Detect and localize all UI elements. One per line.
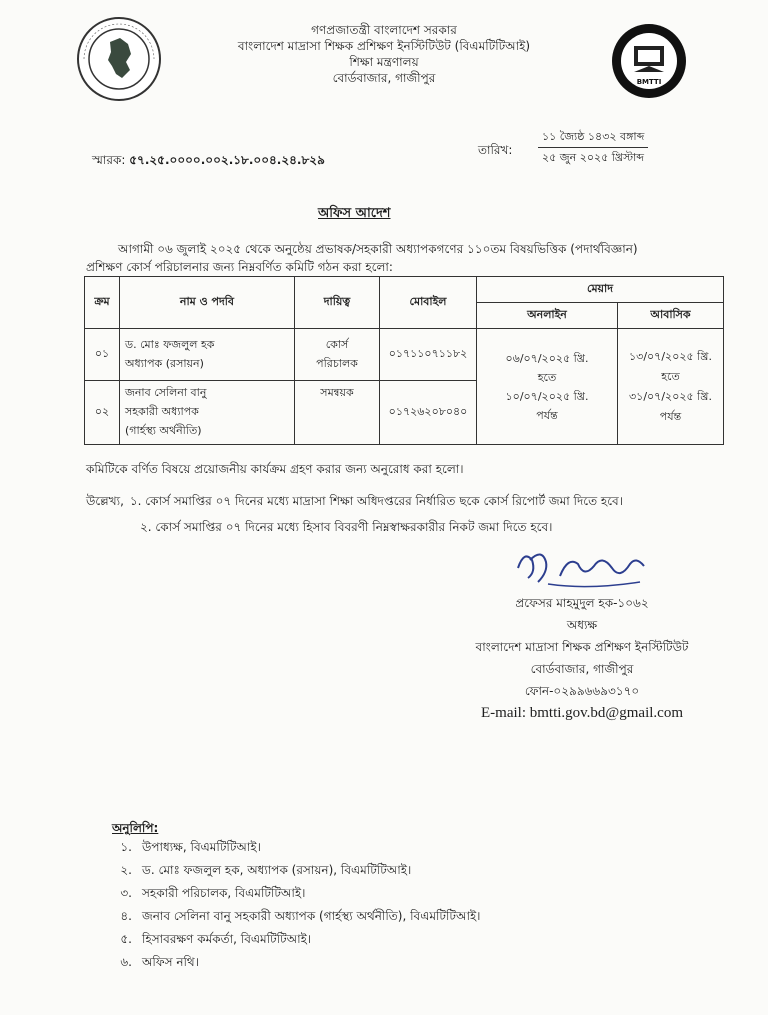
signatory-phone: ফোন-০২৯৯৬৬৯৩১৭০: [524, 684, 640, 698]
col-serial: ক্রম: [85, 277, 120, 329]
copy-text: উপাধ্যক্ষ, বিএমটিটিআই।: [142, 840, 261, 854]
row-name: ড. মোঃ ফজলুল হক: [125, 337, 215, 351]
online-from-suffix: হতে: [537, 370, 557, 384]
row-designation: অধ্যাপক (রসায়ন): [125, 356, 204, 370]
copy-text: জনাব সেলিনা বানু সহকারী অধ্যাপক (গার্হস্থ্য অর্থনীতি), বিএমটিটিআই।: [142, 909, 481, 923]
residential-duration-cell: [618, 329, 724, 445]
row-responsibility-cell: [295, 329, 380, 381]
copy-text: হিসাবরক্ষণ কর্মকর্তা, বিএমটিটিআই।: [142, 932, 312, 946]
col-name: নাম ও পদবি: [120, 277, 295, 329]
request-text: কমিটিকে বর্ণিত বিষয়ে প্রয়োজনীয় কার্যক্রম গ্রহণ করার জন্য অনুরোধ করা হলো।: [86, 462, 464, 476]
copy-text: সহকারী পরিচালক, বিএমটিটিআই।: [142, 886, 306, 900]
page-title: অফিস আদেশ: [318, 206, 391, 221]
copy-num: ২.: [120, 863, 132, 877]
online-from: ০৬/০৭/২০২৫ খ্রি.: [505, 351, 589, 365]
bmtti-logo: [610, 22, 688, 100]
ref-label: স্মারক:: [92, 153, 126, 167]
table-row: [85, 329, 724, 381]
signatory-email: E-mail: bmtti.gov.bd@gmail.com: [481, 705, 683, 721]
row-designation: সহকারী অধ্যাপক: [125, 405, 199, 418]
copies-heading: অনুলিপি:: [112, 821, 159, 835]
date-english: ২৫ জুন ২০২৫ খ্রিস্টাব্দ: [542, 151, 645, 164]
copy-num: ৬.: [120, 955, 132, 969]
date-bangla: ১১ জ্যৈষ্ঠ ১৪৩২ বঙ্গাব্দ: [538, 128, 648, 148]
bmtti-logo-icon: [610, 22, 688, 100]
online-to: ১০/০৭/২০২৫ খ্রি.: [505, 389, 589, 403]
notes-label: উল্লেখ্য,: [86, 494, 124, 508]
online-duration-cell: [477, 329, 618, 445]
list-item: [106, 951, 666, 974]
row-name: জনাব সেলিনা বানু: [125, 386, 207, 399]
header-line-1: গণপ্রজাতন্ত্রী বাংলাদেশ সরকার: [311, 23, 457, 37]
residential-from-suffix: হতে: [661, 369, 680, 383]
copy-num: ১.: [120, 840, 132, 854]
ref-value: ৫৭.২৫.০০০০.০০২.১৮.০০৪.২৪.৮২৯: [129, 153, 325, 167]
memo-reference: [92, 152, 325, 172]
residential-to: ৩১/০৭/২০২৫ খ্রি. পর্যন্ত: [629, 389, 712, 423]
copy-text: ড. মোঃ ফজলুল হক, অধ্যাপক (রসায়ন), বিএমটিটিআই।: [142, 863, 412, 877]
copy-text: অফিস নথি।: [142, 955, 199, 969]
note-item: ১. কোর্স সমাপ্তির ০৭ দিনের মধ্যে মাদ্রাসা শিক্ষা অধিদপ্তরের নির্ধারিত ছকে কোর্স রিপোর্ট জমা দিতে হবে।: [129, 494, 624, 508]
row-department: (গার্হস্থ্য অর্থনীতি): [125, 424, 202, 437]
row-name-cell: [120, 329, 295, 381]
row-mobile: ০১৭২৬২০৮০৪০: [380, 381, 477, 445]
intro-line-2: প্রশিক্ষণ কোর্স পরিচালনার জন্য নিম্নবর্ণিত কমিটি গঠন করা হলো:: [86, 260, 393, 274]
header-line-3: শিক্ষা মন্ত্রণালয়: [349, 55, 419, 69]
note-item: ২. কোর্স সমাপ্তির ০৭ দিনের মধ্যে হিসাব বিবরণী নিম্নস্বাক্ষরকারীর নিকট জমা দিতে হবে।: [140, 520, 553, 534]
bmtti-logo-text: BMTTI: [636, 78, 662, 86]
list-item: [106, 836, 666, 859]
row-responsibility: সমন্বয়ক: [295, 381, 380, 445]
committee-table: [84, 276, 724, 445]
list-item: [106, 882, 666, 905]
signature-icon: [508, 538, 658, 594]
list-item: [106, 905, 666, 928]
col-residential: আবাসিক: [618, 303, 724, 329]
col-mobile: মোবাইল: [380, 277, 477, 329]
row-responsibility-2: পরিচালক: [316, 356, 358, 370]
row-responsibility: কোর্স: [325, 337, 349, 351]
document-header: [150, 22, 618, 86]
row-mobile: ০১৭১১০৭১১৮২: [380, 329, 477, 381]
signatory-name: প্রফেসর মাহমুদুল হক-১০৬২: [515, 596, 649, 610]
copies-list: [106, 836, 666, 974]
header-line-2: বাংলাদেশ মাদ্রাসা শিক্ষক প্রশিক্ষণ ইনস্টিটিউট (বিএমটিটিআই): [237, 39, 531, 53]
signatory-address: বোর্ডবাজার, গাজীপুর: [530, 662, 634, 676]
copy-num: ৫.: [120, 932, 132, 946]
col-responsibility: দায়িত্ব: [295, 277, 380, 329]
row-name-cell: [120, 381, 295, 445]
row-serial: ০২: [85, 381, 120, 445]
online-to-suffix: পর্যন্ত: [536, 408, 558, 422]
notes: [86, 492, 746, 510]
row-serial: ০১: [85, 329, 120, 381]
signatory-title: অধ্যক্ষ: [566, 618, 598, 632]
signatory-org: বাংলাদেশ মাদ্রাসা শিক্ষক প্রশিক্ষণ ইনস্টিটিউট: [475, 640, 689, 654]
list-item: [106, 928, 666, 951]
header-line-4: বোর্ডবাজার, গাজীপুর: [332, 71, 436, 85]
col-online: অনলাইন: [477, 303, 618, 329]
copy-num: ৩.: [120, 886, 132, 900]
residential-from: ১৩/০৭/২০২৫ খ্রি.: [629, 349, 712, 363]
col-duration: মেয়াদ: [477, 277, 724, 303]
list-item: [106, 859, 666, 882]
signature-block: [442, 592, 722, 724]
copy-num: ৪.: [120, 909, 132, 923]
intro-line-1: আগামী ০৬ জুলাই ২০২৫ থেকে অনুষ্ঠেয় প্রভাষক/সহকারী অধ্যাপকগণের ১১০তম বিষয়ভিত্তিক (পদার্থবিজ্ঞান): [118, 242, 638, 256]
date-label: তারিখ:: [478, 143, 513, 157]
